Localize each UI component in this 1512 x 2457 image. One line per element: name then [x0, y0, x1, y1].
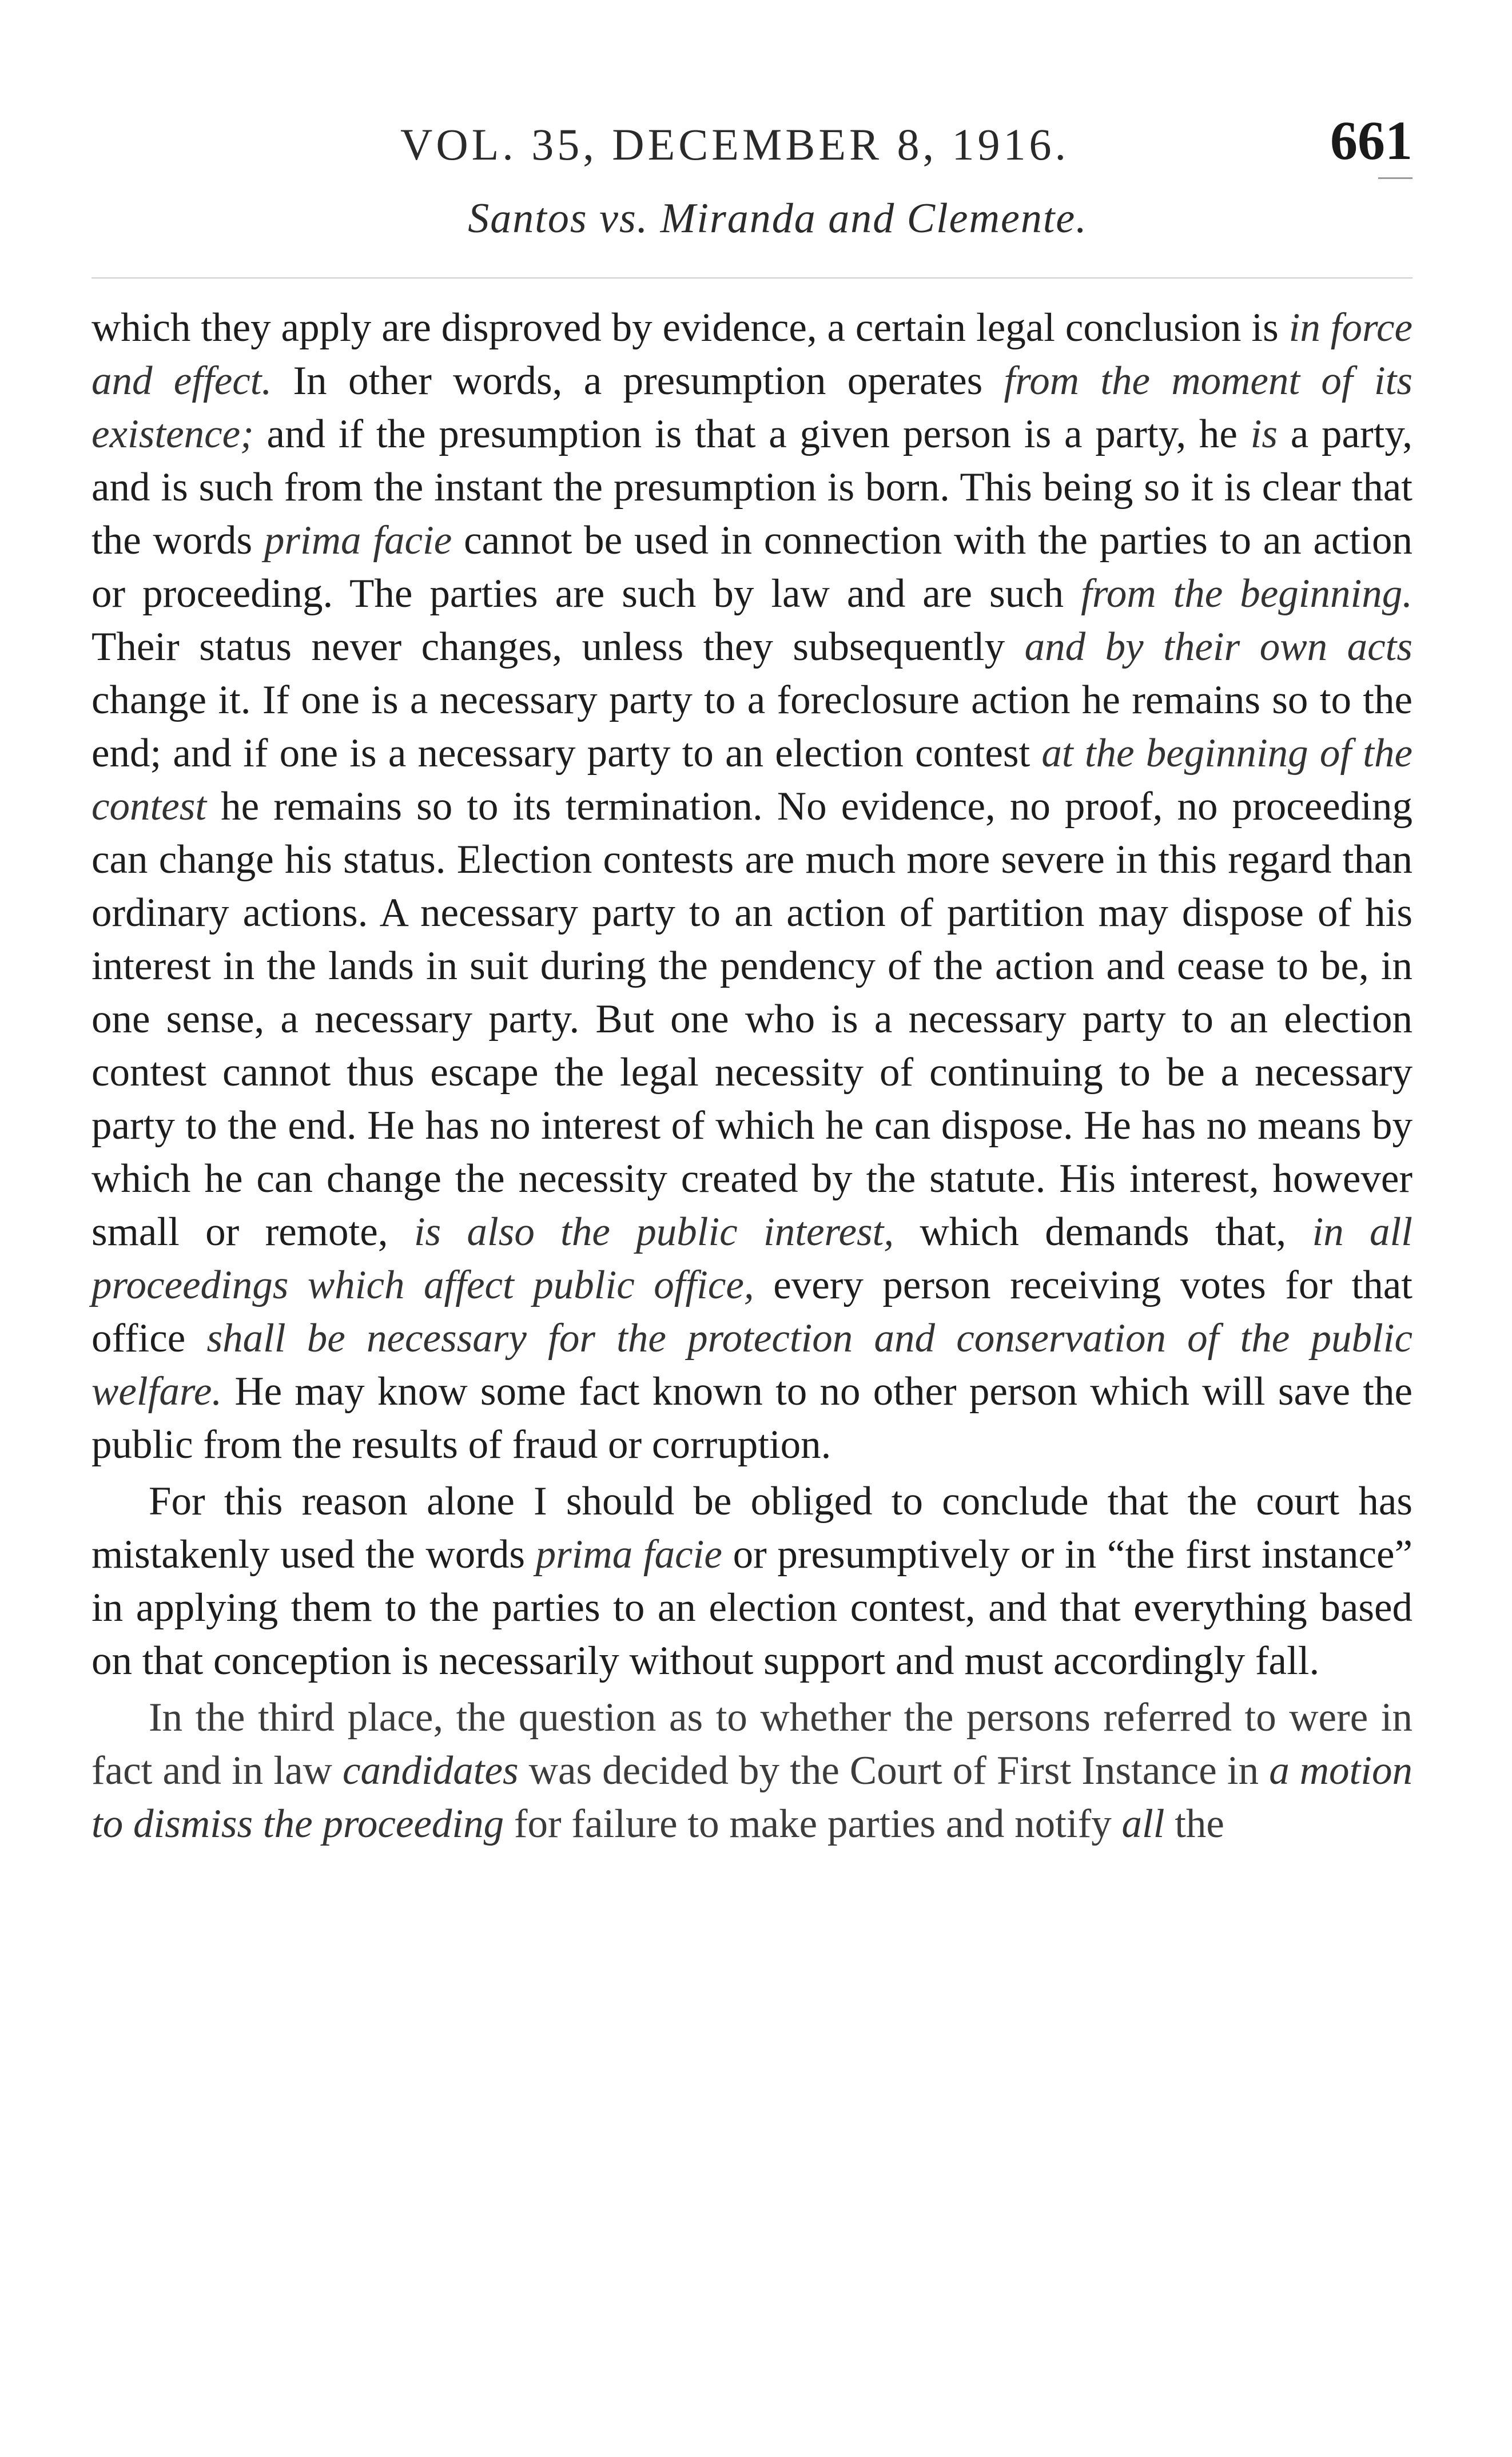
text-run: and if the presumption is that a given person is a party, he: [253, 412, 1251, 456]
body-paragraph: [91, 301, 1412, 1472]
body-paragraph: [91, 1691, 1412, 1851]
text-run: cannot be used in connection with the parties to an action or proceeding. The parties are such by law and are such: [91, 518, 1413, 616]
italic-phrase: candidates: [342, 1748, 519, 1793]
text-run: In the third place, the question as to whether the persons referred to were in fact and in law: [91, 1695, 1412, 1793]
text-run: or presumptively or in “the first instance” in applying them to the parties to an election contest, and that everything based on that conception is necessarily without support and must accordingly fall.: [91, 1532, 1413, 1683]
case-title: Santos vs. Miranda and Clemente.: [468, 195, 1088, 242]
text-run: was decided by the Court of First Instance in: [518, 1748, 1270, 1793]
body-paragraph: [91, 1475, 1412, 1688]
text-run: which demands that,: [894, 1210, 1312, 1254]
italic-phrase: from the beginning.: [1081, 571, 1413, 616]
page-number: 661: [1330, 110, 1412, 171]
running-head: VOL. 35, DECEMBER 8, 1916.: [400, 120, 1069, 169]
text-run: every person receiving votes for that office: [91, 1263, 1412, 1361]
text-run: for failure to make parties and notify: [504, 1802, 1122, 1846]
text-run: Their status never changes, unless they subsequently: [91, 625, 1025, 669]
italic-phrase: prima facie: [535, 1532, 722, 1577]
text-run: the: [1164, 1802, 1224, 1846]
italic-phrase: all: [1121, 1802, 1165, 1846]
page-header: [91, 109, 1412, 172]
italic-phrase: is: [1250, 412, 1278, 456]
italic-phrase: and by their own acts: [1024, 625, 1412, 669]
text-run: he remains so to its termination. No evidence, no proof, no proceeding can change his status. Election contests are much more severe in this regard than ordinary actions. A necessary party to an action of partition may dispose of his interest in the lands in suit during the pendency of the action and cease to be, in one sense, a necessary party. But one who is a necessary party to an election contest cannot thus escape the legal necessity of continuing to be a necessary party to the end. He has no interest of which he can dispose. He has no means by which he can change the necessity created by the statute. His interest, however small or remote,: [91, 784, 1412, 1254]
italic-phrase: shall be necessary for the protection and conservation of the public welfare.: [91, 1316, 1412, 1414]
header-rule-mark: [1378, 177, 1412, 179]
text-run: a party, and is such from the instant the presumption is born. This being so it is clear that the words: [91, 412, 1412, 563]
text-run: which they apply are disproved by evidence, a certain legal conclusion is: [91, 305, 1289, 350]
italic-phrase: in all proceedings which affect public office,: [91, 1210, 1412, 1307]
italic-phrase: a motion to dismiss the proceeding: [91, 1748, 1412, 1846]
text-run: change it. If one is a necessary party to a foreclosure action he remains so to the end; and if one is a necessary party to an election contest: [91, 678, 1412, 776]
body-text: [91, 301, 1412, 1851]
text-run: He may know some fact known to no other person which will save the public from the results of fraud or corruption.: [91, 1369, 1412, 1467]
header-divider: [91, 277, 1412, 279]
italic-phrase: at the beginning of the contest: [91, 731, 1412, 829]
italic-phrase: from the moment of its existence;: [91, 359, 1412, 456]
italic-phrase: prima facie: [264, 518, 452, 563]
document-page: [91, 109, 1412, 1854]
text-run: In other words, a presumption operates: [272, 359, 1004, 403]
italic-phrase: is also the public interest,: [413, 1210, 894, 1254]
italic-phrase: in force and effect.: [91, 305, 1413, 403]
text-run: For this reason alone I should be obliged to conclude that the court has mistakenly used the words: [91, 1479, 1412, 1577]
